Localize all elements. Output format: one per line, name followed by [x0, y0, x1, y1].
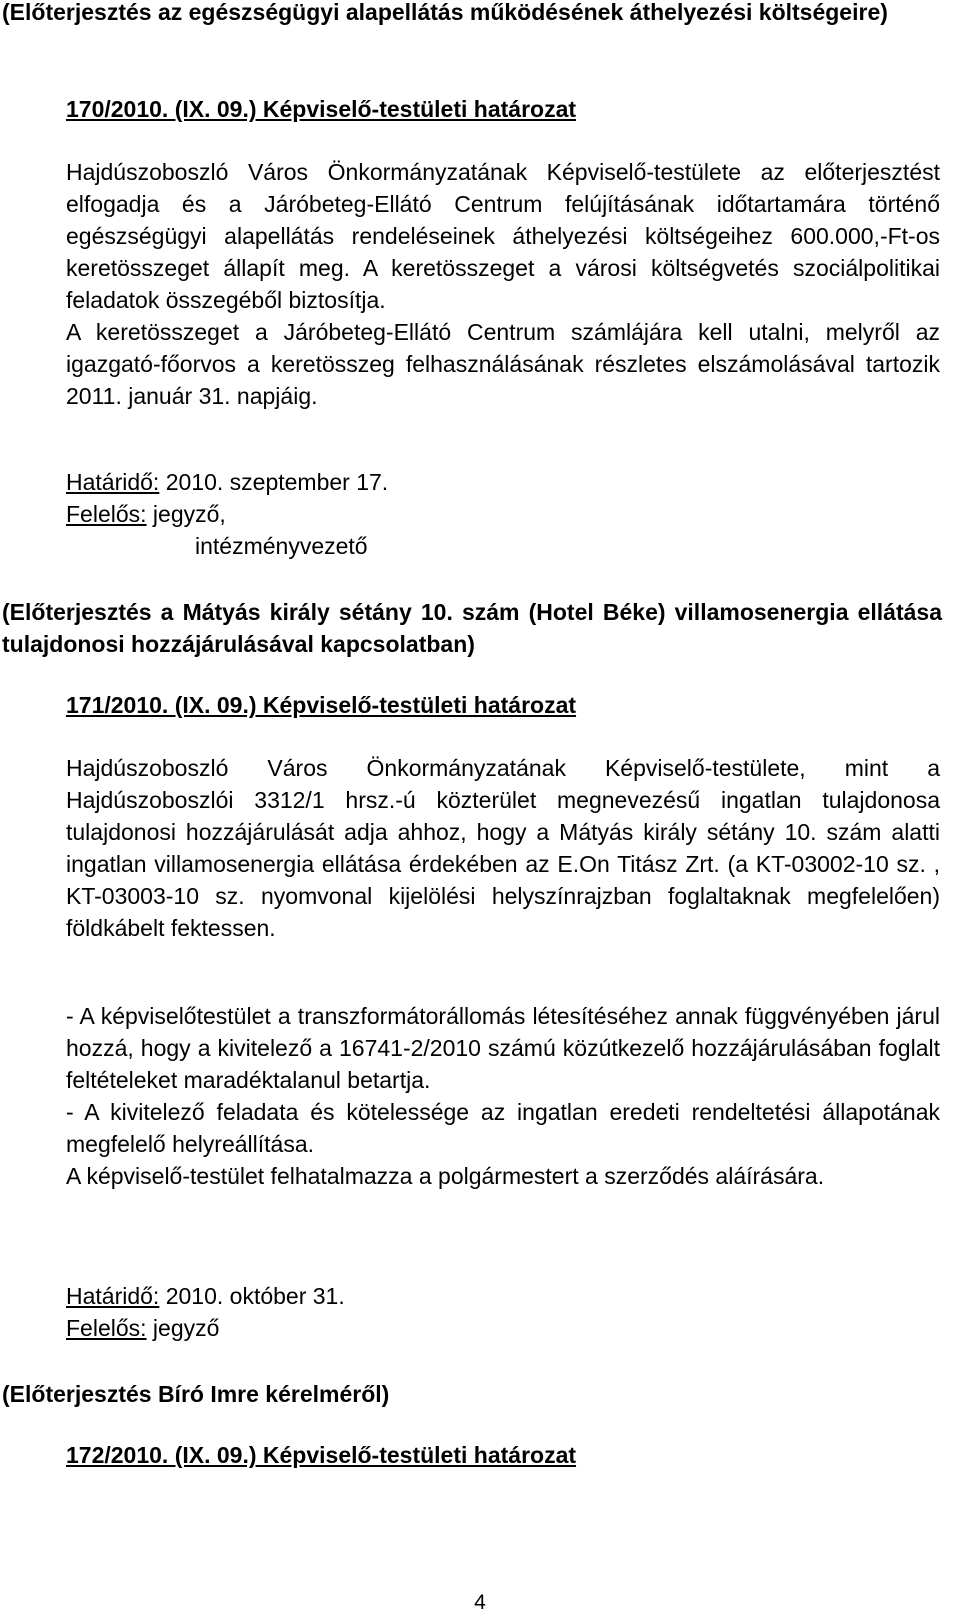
paragraph: Hajdúszoboszló Város Önkormányzatának Képviselő-testülete az előterjesztést elfogadja és a Járóbeteg-Ellátó Centrum felújításának időtartamára történő egészségügyi alapellátás rendeléseinek áthelyezési költségeihez 600.000,-Ft-os keretösszeget állapít meg. A keretösszeget a városi költségvetés szociálpolitikai feladatok összegéből biztosítja. [66, 159, 940, 313]
paragraph: A keretösszeget a Járóbeteg-Ellátó Centrum számlájára kell utalni, melyről az igazgató-főorvos a keretösszeg felhasználásának részletes elszámolásával tartozik 2011. január 31. napjáig. [66, 319, 940, 409]
paragraph: A képviselő-testület felhatalmazza a polgármestert a szerződés aláírására. [66, 1163, 825, 1189]
responsible-value-2: intézményvezető [195, 533, 368, 559]
deadline-label: Határidő: [66, 469, 160, 495]
deadline-line [66, 1281, 345, 1311]
responsible-label: Felelős: [66, 1315, 147, 1341]
resolution-body-conditions [66, 1000, 940, 1192]
responsible-value: jegyző, [146, 501, 226, 527]
resolution-body [66, 156, 940, 412]
resolution-body [66, 752, 940, 944]
responsible-line [66, 1313, 219, 1343]
section-heading: (Előterjesztés Bíró Imre kérelméről) [2, 1381, 390, 1407]
resolution-number: 170/2010. (IX. 09.) Képviselő-testületi határozat [66, 96, 577, 122]
responsible-value: jegyző [146, 1315, 220, 1341]
paragraph: - A kivitelező feladata és kötelessége az ingatlan eredeti rendeltetési állapotának megfelelő helyreállítása. [66, 1099, 940, 1157]
section-heading: (Előterjesztés a Mátyás király sétány 10. szám (Hotel Béke) villamosenergia ellátása tulajdonosi hozzájárulásával kapcsolatban) [2, 599, 942, 657]
paragraph: Hajdúszoboszló Város Önkormányzatának Képviselő-testülete, mint a Hajdúszoboszlói 3312/1 hrsz.-ú közterület megnevezésű ingatlan tulajdonosa tulajdonosi hozzájárulását adja ahhoz, hogy a Mátyás király sétány 10. szám alatti ingatlan villamosenergia ellátása érdekében az E.On Titász Zrt. (a KT-03002-10 sz. , KT-03003-10 sz. nyomvonal kijelölési helyszínrajzban foglaltaknak megfelelően) földkábelt fektessen. [66, 755, 940, 941]
deadline-value: 2010. október 31. [159, 1283, 345, 1309]
deadline-label: Határidő: [66, 1283, 160, 1309]
deadline-value: 2010. szeptember 17. [159, 469, 389, 495]
page-number: 4 [474, 1591, 486, 1614]
deadline-line [66, 467, 388, 497]
resolution-number: 172/2010. (IX. 09.) Képviselő-testületi határozat [66, 1442, 577, 1468]
responsible-line [66, 499, 226, 529]
paragraph: - A képviselőtestület a transzformátorállomás létesítéséhez annak függvényében járul hozzá, hogy a kivitelező a 16741-2/2010 számú közútkezelő hozzájárulásában foglalt feltételeket maradéktalanul betartja. [66, 1003, 940, 1093]
resolution-number: 171/2010. (IX. 09.) Képviselő-testületi határozat [66, 692, 577, 718]
section-heading: (Előterjesztés az egészségügyi alapellátás működésének áthelyezési költségeire) [2, 0, 888, 25]
responsible-label: Felelős: [66, 501, 147, 527]
